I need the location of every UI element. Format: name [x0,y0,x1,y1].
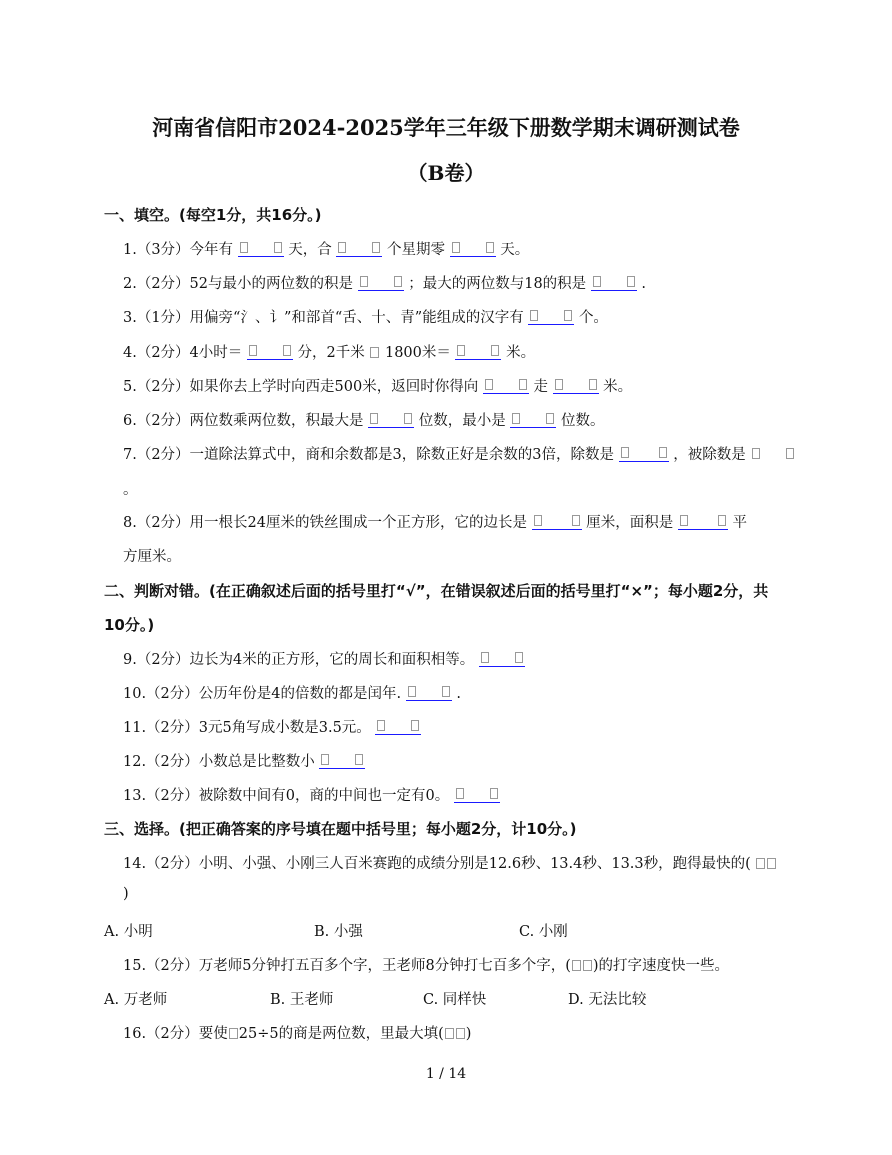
q5-text-2: 米。 [603,379,633,395]
q15-text-0: 15.（2分）万老师5分钟打五百多个字，王老师8分钟打七百多个字，( [123,958,571,974]
q15-text-1: )的打字速度快一些。 [592,958,730,974]
answer-blank[interactable] [375,720,421,735]
question-14 [123,852,777,873]
answer-blank[interactable] [553,379,599,394]
q7-text-0: 7.（2分）一道除法算式中，商和余数都是3，除数正好是余数的3倍，除数是 [123,447,615,463]
q8-text-2: 平 [732,515,747,531]
question-14-cont: ) [123,886,129,902]
q4-text-1: 分，2千米 [297,345,365,361]
question-8-cont: 方厘米。 [123,549,181,565]
page-subtitle: （B卷） [407,161,485,185]
answer-blank[interactable] [750,448,796,462]
q6-text-2: 位数。 [561,413,605,429]
question-15 [123,954,729,975]
answer-blank[interactable] [238,242,284,257]
q10-text-1: . [456,686,461,702]
question-5 [123,375,632,396]
q5-text-0: 5.（2分）如果你去上学时向西走500米，返回时你得向 [123,379,479,395]
answer-box[interactable] [767,858,776,869]
answer-blank[interactable] [406,686,452,701]
answer-box[interactable] [456,1028,465,1039]
answer-blank[interactable] [479,652,525,667]
question-3 [123,306,608,327]
section-2-heading: 二、判断对错。(在正确叙述后面的括号里打“√”，在错误叙述后面的括号里打“×”；每小题2分，共 [104,582,769,600]
q6-text-0: 6.（2分）两位数乘两位数，积最大是 [123,413,364,429]
q1-text-2: 个星期零 [387,242,445,258]
q2-text-0: 2.（2分）52与最小的两位数的积是 [123,276,354,292]
answer-blank[interactable] [450,242,496,257]
answer-box[interactable] [445,1028,454,1039]
answer-blank[interactable] [483,379,529,394]
question-8 [123,511,747,532]
q14-text-0: 14.（2分）小明、小强、小刚三人百米赛跑的成绩分别是12.6秒、13.4秒、13.3秒，跑得最快的( [123,856,751,872]
question-11 [123,716,421,737]
q10-text-0: 10.（2分）公历年份是4的倍数的都是闰年. [123,686,402,702]
answer-blank[interactable] [455,345,501,360]
answer-blank[interactable] [319,754,365,769]
section-3-heading: 三、选择。(把正确答案的序号填在题中括号里；每小题2分，计10分。) [104,820,577,838]
question-2 [123,272,646,293]
answer-blank[interactable] [454,788,500,803]
question-12 [123,750,365,771]
q4-text-0: 4.（2分）4小时＝ [123,345,243,361]
section-2-heading-cont: 10分。) [104,616,155,634]
q16-text-1: 25÷5的商是两位数，里最大填( [238,1026,444,1042]
q8-text-0: 8.（2分）用一根长24厘米的铁丝围成一个正方形，它的边长是 [123,515,528,531]
answer-blank[interactable] [678,515,728,530]
page-number: 1 / 14 [425,1066,467,1082]
q12-text-0: 12.（2分）小数总是比整数小 [123,754,315,770]
answer-blank[interactable] [336,242,382,257]
page-title: 河南省信阳市2024-2025学年三年级下册数学期末调研测试卷 [152,115,740,140]
q4-text-3: 米。 [506,345,536,361]
q3-text-0: 3.（1分）用偏旁“氵、讠”和部首“舌、十、青”能组成的汉字有 [123,310,524,326]
q15-option-a[interactable]: A. 万老师 [104,992,168,1008]
question-7-cont: 。 [123,482,138,498]
question-7 [123,443,796,464]
placeholder-box [229,1028,238,1039]
answer-blank[interactable] [591,276,637,291]
question-4 [123,341,535,362]
answer-box[interactable] [572,960,581,971]
q9-text-0: 9.（2分）边长为4米的正方形，它的周长和面积相等。 [123,652,475,668]
q16-text-0: 16.（2分）要使 [123,1026,228,1042]
q1-text-0: 1.（3分）今年有 [123,242,234,258]
q1-text-3: 天。 [500,242,530,258]
q2-text-1: ；最大的两位数与18的积是 [408,276,587,292]
question-6 [123,409,605,430]
q1-text-1: 天，合 [288,242,332,258]
answer-box[interactable] [756,858,765,869]
question-1 [123,238,529,259]
q15-option-d[interactable]: D. 无法比较 [568,992,647,1008]
q14-option-c[interactable]: C. 小刚 [519,924,568,940]
question-16 [123,1022,471,1043]
answer-blank[interactable] [619,447,669,462]
q15-option-c[interactable]: C. 同样快 [423,992,487,1008]
q7-text-1: ，被除数是 [673,447,746,463]
question-13 [123,784,500,805]
q13-text-0: 13.（2分）被除数中间有0，商的中间也一定有0。 [123,788,450,804]
question-9 [123,648,525,669]
q11-text-0: 11.（2分）3元5角写成小数是3.5元。 [123,720,371,736]
answer-blank[interactable] [247,345,293,360]
answer-blank[interactable] [510,413,556,428]
section-1-heading: 一、填空。(每空1分，共16分。) [104,206,322,224]
q5-text-1: 走 [533,379,548,395]
q16-text-2: ) [465,1026,472,1042]
answer-blank[interactable] [358,276,404,291]
q15-option-b[interactable]: B. 王老师 [270,992,334,1008]
answer-blank[interactable] [528,310,574,325]
q6-text-1: 位数，最小是 [418,413,506,429]
answer-blank[interactable] [368,413,414,428]
q14-option-b[interactable]: B. 小强 [314,924,363,940]
q8-text-1: 厘米，面积是 [586,515,674,531]
q14-option-a[interactable]: A. 小明 [104,924,153,940]
q2-text-2: . [641,276,647,292]
q4-text-2: 1800米＝ [384,345,451,361]
answer-blank[interactable] [532,515,582,530]
question-10 [123,682,461,703]
placeholder-box [370,347,379,358]
answer-box[interactable] [583,960,592,971]
q3-text-1: 个。 [578,310,608,326]
